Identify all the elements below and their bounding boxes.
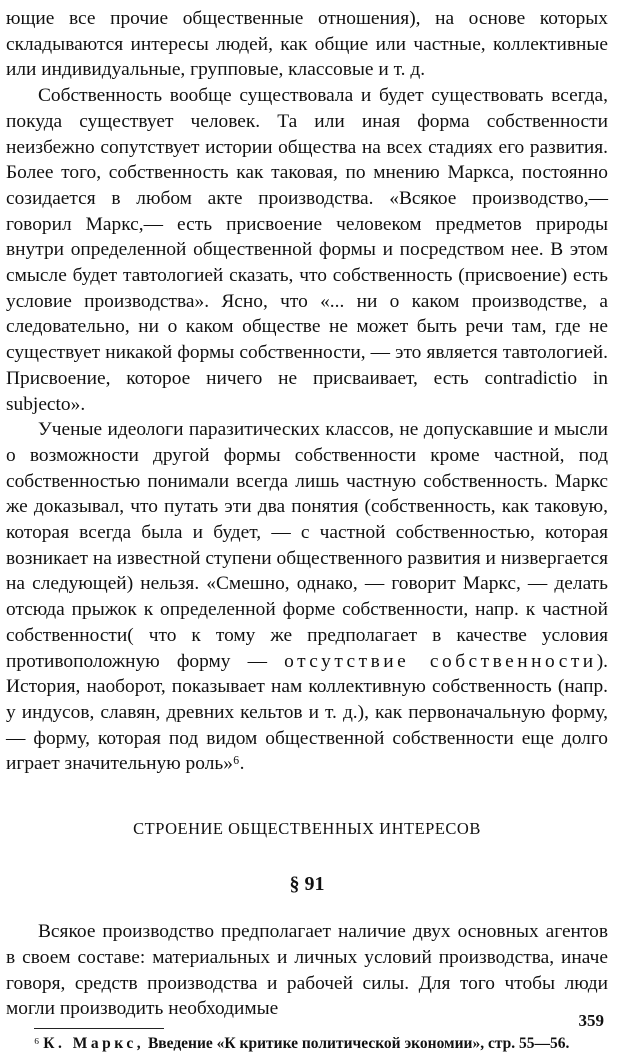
section-number: § 91 <box>289 873 325 896</box>
footnote-marker: ⁶ <box>34 1034 40 1052</box>
paragraph-property: Собственность вообще существовала и будет существовать всегда, покуда существует человек. Та или иная форма собственности неизбежно сопутствует истории общества на всех стадиях его развития. Более того, собственность как таковая, по мнению Маркса, постоянно созидается в любом акте производства. «Всякое производство,—говорил Маркс,— есть присвоение человеком предметов природы внутри определенной общественной формы и посредством нее. В этом смысле будет тавтологией сказать, что собственность (присвоение) есть условие производства». Ясно, что «... ни о каком производстве, а следовательно, ни о каком обществе не может быть речи там, где не существует никакой формы собственности, — это является тавтологией. Присвоение, которое ничего не присваивает, есть contradictio in subjecto». <box>6 85 608 415</box>
footnote-text: Введение «К критике политической экономии», стр. 55—56. <box>147 1034 570 1052</box>
section-title: СТРОЕНИЕ ОБЩЕСТВЕННЫХ ИНТЕРЕСОВ <box>133 819 481 839</box>
spaced-emphasis: отсутствие собственности <box>284 650 597 672</box>
paragraph-ideologists-part-2: ). История, наоборот, показывает нам коллективную собственность (напр. у индусов, славян, древних кельтов и т. д.), как первоначальную форму, — форму, которая под видом общественной собственности еще долго играет значительную роль»⁶. <box>6 650 608 775</box>
footnote-divider <box>34 1028 164 1029</box>
paragraph-ideologists-part-1: Ученые идеологи паразитических классов, не допускавшие и мысли о возможности другой формы собственности кроме частной, под собственностью понимали всегда лишь частную собственность. Маркс же доказывал, что путать эти два понятия (собственность, как таковую, которая всегда была и будет, — с частной собственностью, которая возникает на известной ступени общественного развития и низвергается на следующей) нельзя. «Смешно, однако, — говорит Маркс, — делать отсюда прыжок к определенной форме собственности, напр. к частной собственности( что к тому же предполагает в качестве условия противоположную форму — <box>6 419 608 672</box>
paragraph-ideologists <box>6 417 608 777</box>
page-number: 359 <box>578 1011 604 1030</box>
paragraph-production: Всякое производство предполагает наличие двух основных агентов в своем составе: материальных и личных условий производства, иначе говоря, средств производства и рабочей силы. Для того чтобы люди могли производить необходимые <box>6 921 608 1020</box>
footnote <box>6 1033 608 1055</box>
paragraph-continuation: ющие все прочие общественные отношения), на основе которых складываются интересы людей, как общие или частные, коллективные или индивидуальные, групповые, классовые и т. д. <box>6 8 608 81</box>
footnote-author: К. Маркс, <box>43 1034 145 1052</box>
